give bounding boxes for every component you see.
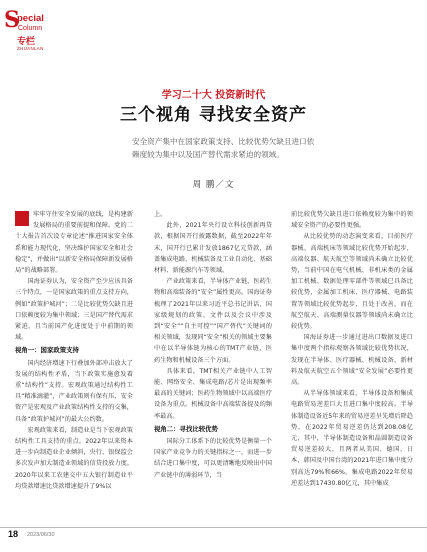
- body-column-1: [15, 209, 133, 492]
- paragraph: 前比较优势欠缺且进口依赖度较为集中的领域安全资产的必要性更强。: [291, 211, 413, 230]
- paragraph: 具体来看，TMT相关产业链中人工智能、网络安全、集成电路/芯片是出现频率最高的关键词；医药生物领域中以高端医疗设备为重点。机械设备中高端装备提及的频率最高。: [154, 367, 272, 420]
- paragraph: 国际分工体系下的比较优势是衡量一个国家产业竞争力的关键指标之一，而进一步结合进口集中度，可以更清晰地反映出中国产业链中的薄弱环节，当: [154, 438, 272, 479]
- section-heading: 视角一：国家政策支持: [15, 346, 79, 355]
- column-tag-letter: S: [4, 7, 20, 33]
- byline: 周 鹏／文: [192, 180, 235, 190]
- paragraph: 此外，2021年央行设立科技创新再贷款，根据国开行披露数据，截至2022年年末，国开行已累计发放1867亿元贷款，涵盖集成电路、机械装备及工业自动化、基础材料、新能源汽车等领域。: [154, 222, 272, 275]
- paragraph: 国海证券认为，安全资产至少应该具备三个特点，一是国家政策的重点支持方向，例如“政策护城河”；二是比较优势欠缺且进口依赖度较为集中领域；三是国产替代需求紧迫，且当前国产化进度处于中前期的领域。: [15, 278, 133, 342]
- dropcap-block: [15, 211, 29, 226]
- paragraph: 宏观政策来看，制造业是当下宏观政策结构性工具支持的重点。2022年以来资本进一步向制造业企业倾斜，央行、银保监会多次发声加大制造业领域的信贷投放力度。2020年以来工农建交中五大银行制造业平均贷款增速比贷款增速提升了9%以: [15, 426, 133, 490]
- column-tag: [4, 8, 74, 58]
- body-column-2: [154, 209, 272, 481]
- paragraph: 从比较优势的动态演变来看，目前医疗器械、高端机床等领域比较优势开始起步，高端仪器、航天航空等领域尚未确立比较优势，当前中国在电气机械、非机床类的金属加工机械、数据处理零部件等领域已具备比较优势，金属加工机床、医疗器械、电路装置等领域比较优势起步，且处于改善，而在航空航天、高端测量仪器等领域尚未确立比较优势。: [291, 233, 413, 331]
- body-column-3: [291, 209, 413, 489]
- series-title: 学习二十大 投资新时代: [161, 90, 266, 101]
- paragraph: 从半导体领域来看，半导体设备和集成电路贸易逆差巨大且进口集中度较高。半导体制造设备近5年来的贸易逆差呈先增后降趋势，在2022年贸易逆差仍达到208.08亿元，其中，半导体制造设备和晶圆制造设备贸易逆差较大，且两者从美国、德国、日本、韩国及中国台湾的2021年进口集中度分别高达79%和66%。集成电路2022年贸易逆差达到17430.80亿元，其中集成: [291, 390, 413, 487]
- column-tag-cn: 专栏: [17, 37, 36, 47]
- section-heading: 视角二：寻找比较优势: [154, 424, 218, 433]
- column-tag-pinyin: ZHUANLAN: [17, 46, 44, 51]
- column-tag-special: pecial: [17, 13, 44, 24]
- column-tag-column: Column: [18, 25, 43, 32]
- paragraph: 国内经济增速下行叠加外部冲击放大了发展的结构性矛盾，当下政策实施愈发着重“结构性”支持。宏观政策通过结构性工具“精准滴灌”，产业政策则有保有压，安全资产是宏观及产业政策结构性支持的交集，具备“政策护城河”的最大公约数。: [15, 359, 133, 423]
- paragraph: 国海证券进一步通过进出口数据及进口集中度两个指标观察各领域比较优势状况，发现在半导体、医疗器械、机械设备、新材料及航天航空五个领域“安全发展”必要性更高。: [291, 334, 413, 387]
- deck: 安全资产集中在国家政策支持、比较优势欠缺且进口依赖度较为集中以及国产替代需求紧迫的领域。: [132, 137, 315, 159]
- paragraph: 上。: [154, 211, 167, 218]
- page-number: 18: [8, 529, 19, 539]
- paragraph: 牢牢守住安全发展的底线，是构建新发展格局的重要前提和保障。党的二十大报告首次设专章论述“推进国家安全体系和能力现代化，坚决维护国家安全和社会稳定”，并做出“以新安全格局保障新发展格局”的战略部署。: [15, 211, 133, 275]
- paragraph: 产业政策来看，半导体产业链、医药生物和高端装备的“安全”属性更高。国海证券梳理了2021年以来习近平总书记讲话、国家级规划的政策、文件以及会议中涉及到“安全”“自主可控”“国产替代”关键词的相关领域，发现同“安全”相关的领域主要集中在以半导体链为核心的TMT产业链、医药生物和机械设备三个方面。: [154, 278, 272, 364]
- issue-date: 2023/06/30: [27, 532, 55, 538]
- headline: 三个视角 寻找安全资产: [120, 105, 307, 125]
- footer-divider: [0, 527, 427, 528]
